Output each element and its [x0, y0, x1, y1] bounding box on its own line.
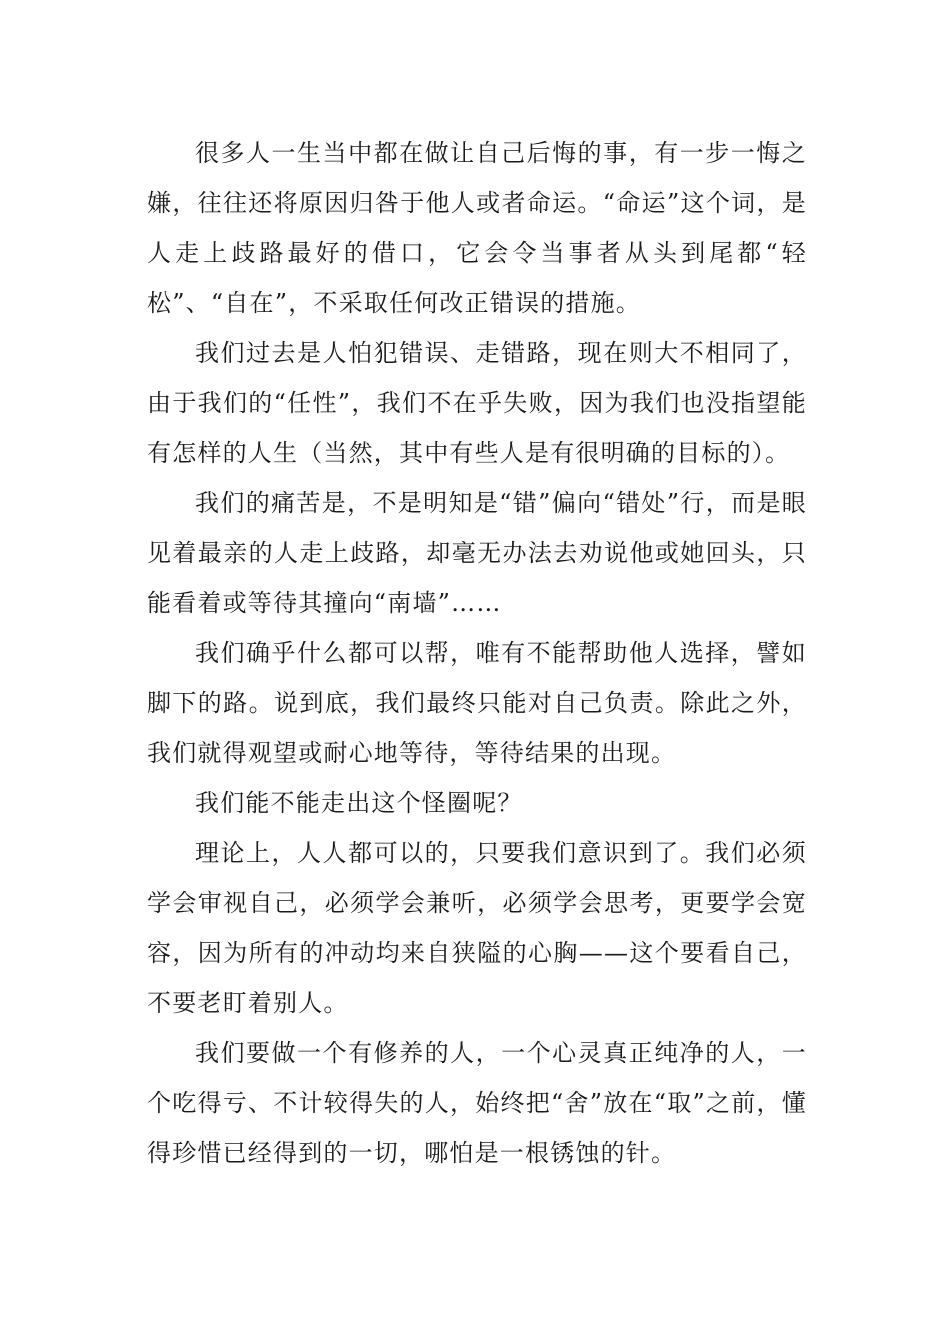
paragraph-7: 我们要做一个有修养的人，一个心灵真正纯净的人，一个吃得亏、不计较得失的人，始终把“舍”放在“取”之前，懂得珍惜已经得到的一切，哪怕是一根锈蚀的针。 [147, 1039, 807, 1167]
document-body [147, 128, 807, 1178]
paragraph-5: 我们能不能走出这个怪圈呢？ [195, 789, 523, 817]
paragraph-6: 理论上，人人都可以的，只要我们意识到了。我们必须学会审视自己，必须学会兼听，必须学会思考，更要学会宽容，因为所有的冲动均来自狭隘的心胸——这个要看自己，不要老盯着别人。 [147, 839, 807, 1017]
paragraph-1: 很多人一生当中都在做让自己后悔的事，有一步一悔之嫌，往往还将原因归咎于他人或者命运。“命运”这个词，是人走上歧路最好的借口，它会令当事者从头到尾都“轻松”、“自在”，不采取任何改正错误的措施。 [147, 139, 807, 317]
paragraph-3: 我们的痛苦是，不是明知是“错”偏向“错处”行，而是眼见着最亲的人走上歧路，却毫无办法去劝说他或她回头，只能看着或等待其撞向“南墙”…… [147, 489, 807, 617]
paragraph-4: 我们确乎什么都可以帮，唯有不能帮助他人选择，譬如脚下的路。说到底，我们最终只能对自己负责。除此之外，我们就得观望或耐心地等待，等待结果的出现。 [147, 639, 807, 767]
paragraph-2: 我们过去是人怕犯错误、走错路，现在则大不相同了，由于我们的“任性”，我们不在乎失败，因为我们也没指望能有怎样的人生（当然，其中有些人是有很明确的目标的）。 [147, 339, 807, 467]
